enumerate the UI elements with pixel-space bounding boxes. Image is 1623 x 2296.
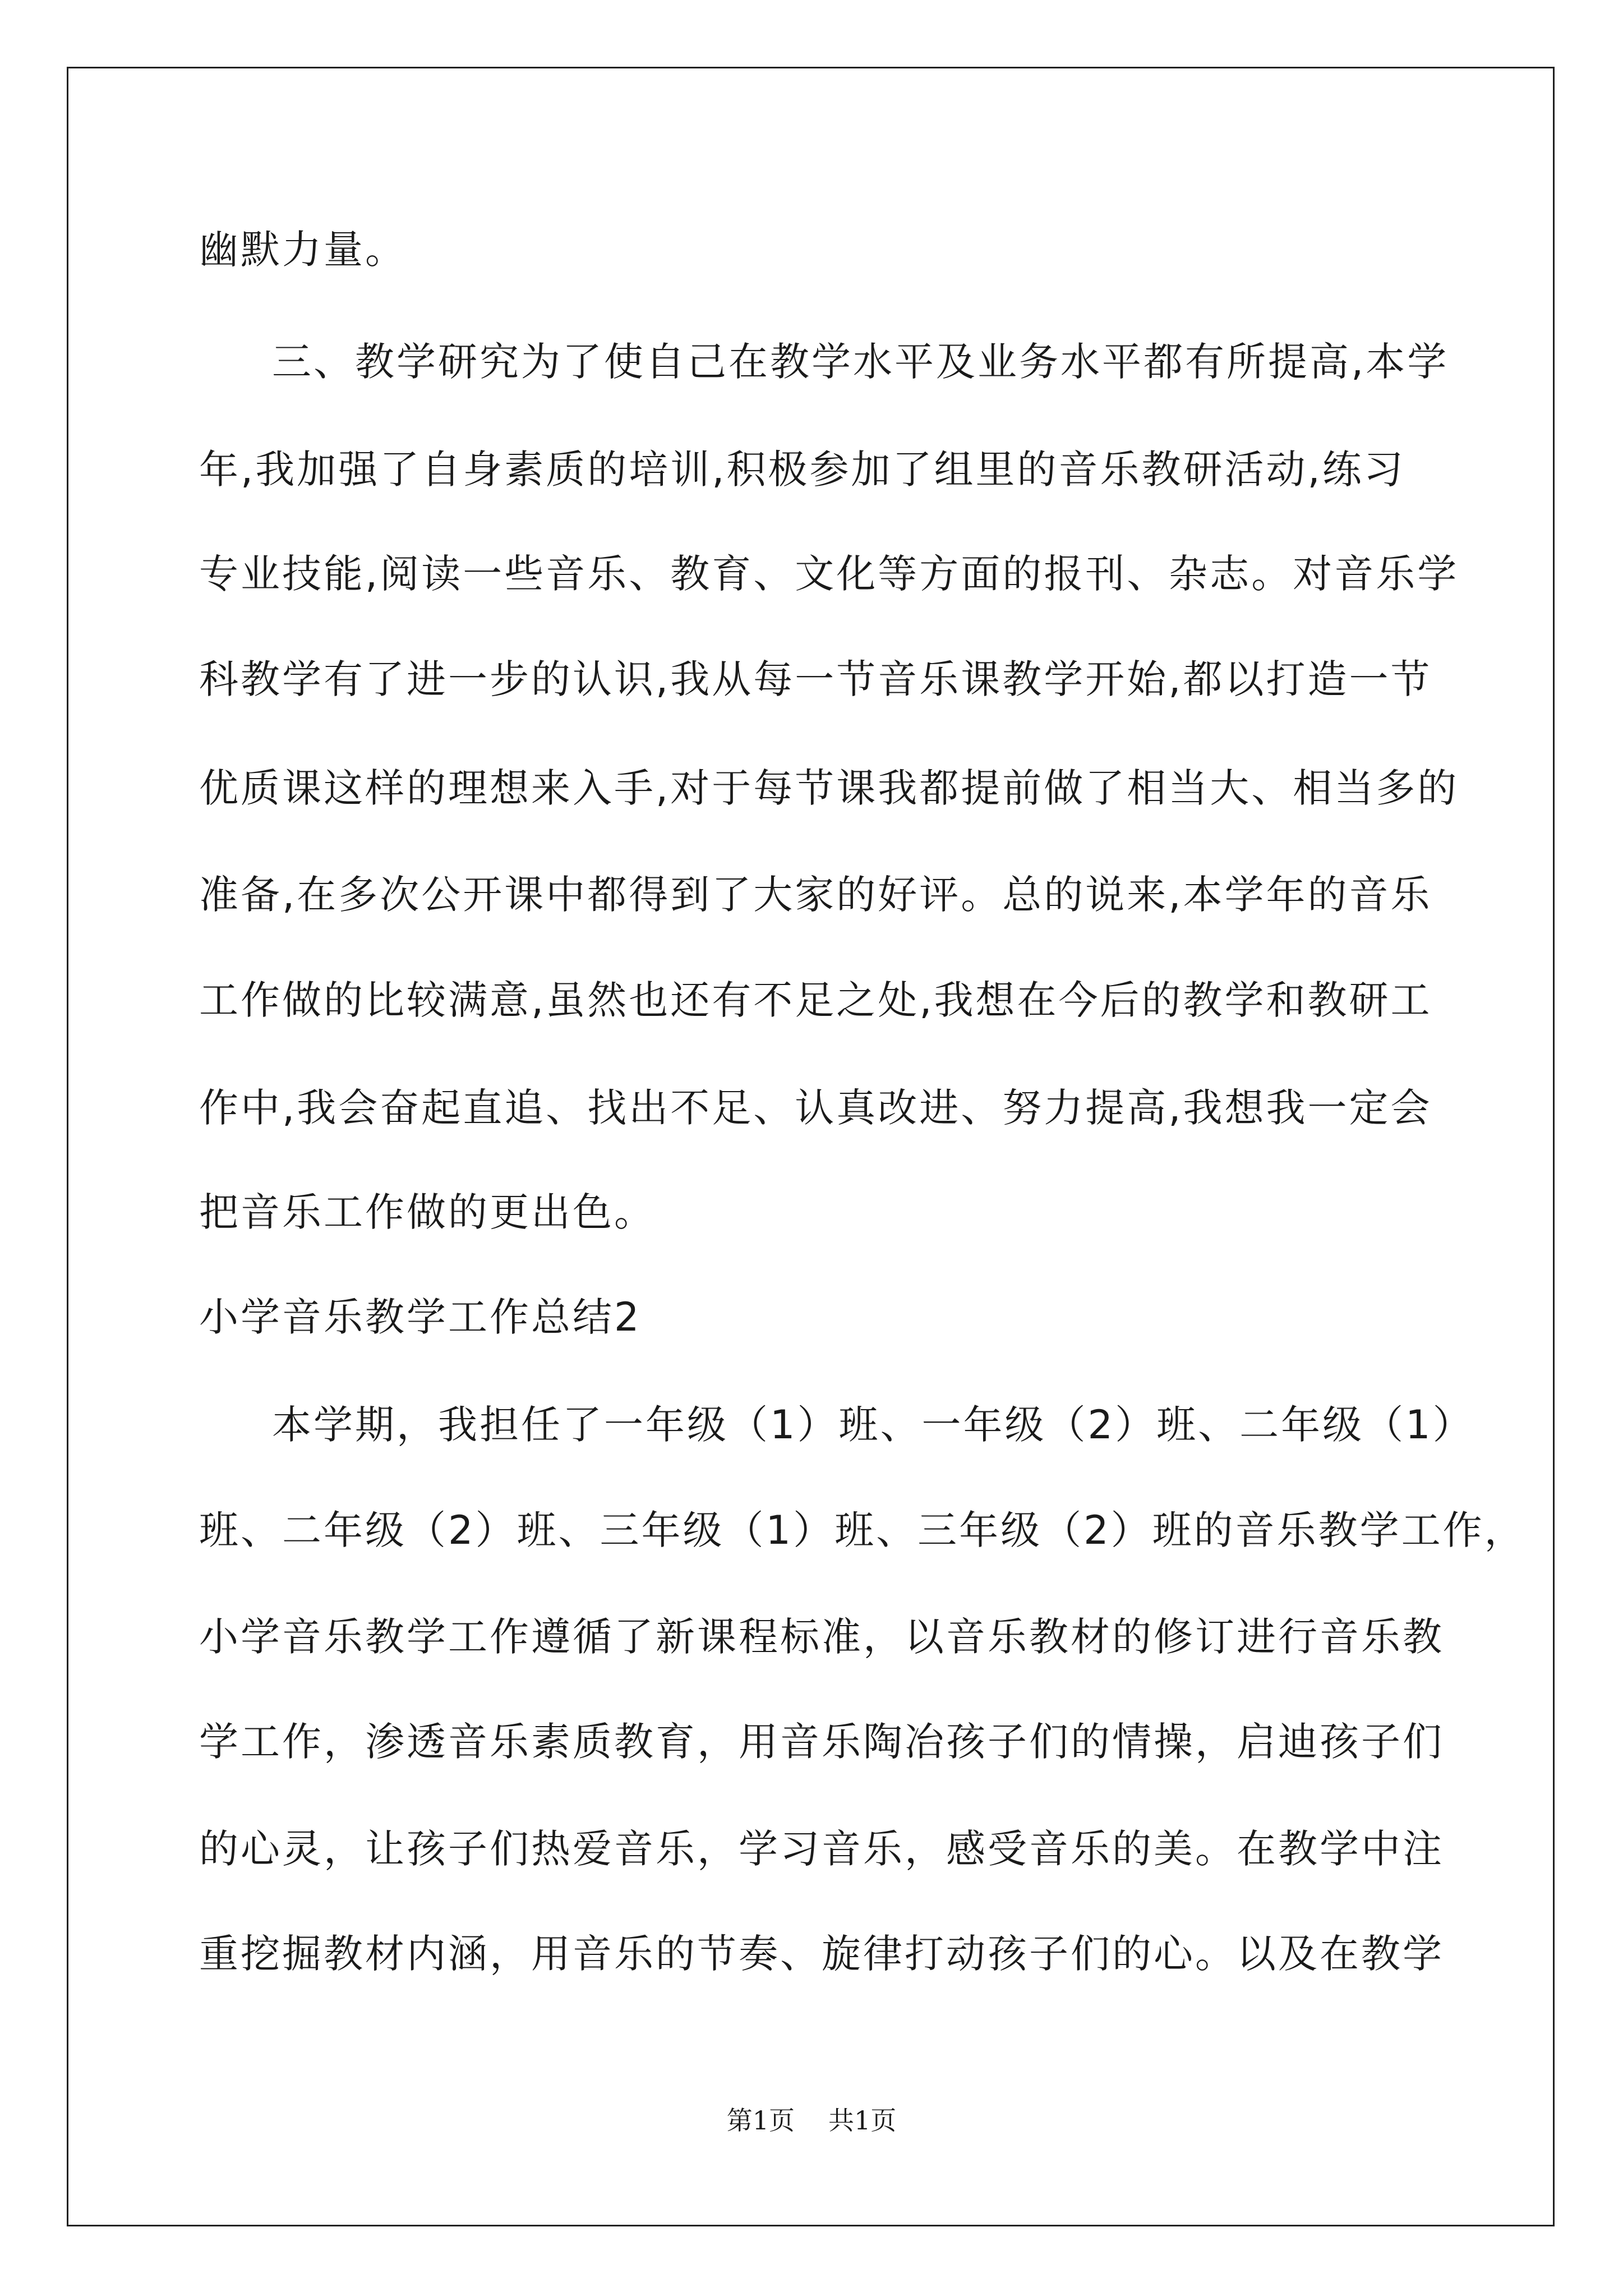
- page-number-current: 第1页: [726, 2105, 795, 2136]
- page-number-total: 共1页: [828, 2105, 897, 2136]
- section-heading: 小学音乐教学工作总结2: [199, 1294, 642, 1340]
- page-footer: [0, 2104, 1623, 2137]
- paragraph-line: 科教学有了进一步的认识,我从每一节音乐课教学开始,都以打造一节: [199, 656, 1432, 702]
- paragraph-line: 把音乐工作做的更出色。: [199, 1189, 656, 1235]
- paragraph-line: 本学期，我担任了一年级（1）班、一年级（2）班、二年级（1）: [272, 1402, 1474, 1448]
- paragraph-line: 学工作，渗透音乐素质教育，用音乐陶冶孩子们的情操，启迪孩子们: [199, 1719, 1444, 1765]
- paragraph-line: 小学音乐教学工作遵循了新课程标准，以音乐教材的修订进行音乐教: [199, 1614, 1444, 1660]
- paragraph-line: 重挖掘教材内涵，用音乐的节奏、旋律打动孩子们的心。以及在教学: [199, 1931, 1444, 1977]
- paragraph-line: 准备,在多次公开课中都得到了大家的好评。总的说来,本学年的音乐: [199, 872, 1432, 918]
- paragraph-line: 的心灵，让孩子们热爱音乐，学习音乐，感受音乐的美。在教学中注: [199, 1826, 1444, 1872]
- paragraph-line: 班、二年级（2）班、三年级（1）班、三年级（2）班的音乐教学工作，: [199, 1507, 1526, 1553]
- paragraph-line: 优质课这样的理想来入手,对于每节课我都提前做了相当大、相当多的: [199, 765, 1459, 811]
- paragraph-line: 作中,我会奋起直追、找出不足、认真改进、努力提高,我想我一定会: [199, 1085, 1432, 1131]
- page-border: [67, 67, 1555, 2226]
- paragraph-line: 工作做的比较满意,虽然也还有不足之处,我想在今后的教学和教研工: [199, 977, 1432, 1023]
- paragraph-line: 专业技能,阅读一些音乐、教育、文化等方面的报刊、杂志。对音乐学: [199, 551, 1459, 597]
- paragraph-line: 幽默力量。: [199, 227, 407, 273]
- paragraph-line: 年,我加强了自身素质的培训,积极参加了组里的音乐教研活动,练习: [199, 447, 1405, 493]
- section-three-line: 三、教学研究为了使自己在教学水平及业务水平都有所提高,本学: [272, 339, 1449, 385]
